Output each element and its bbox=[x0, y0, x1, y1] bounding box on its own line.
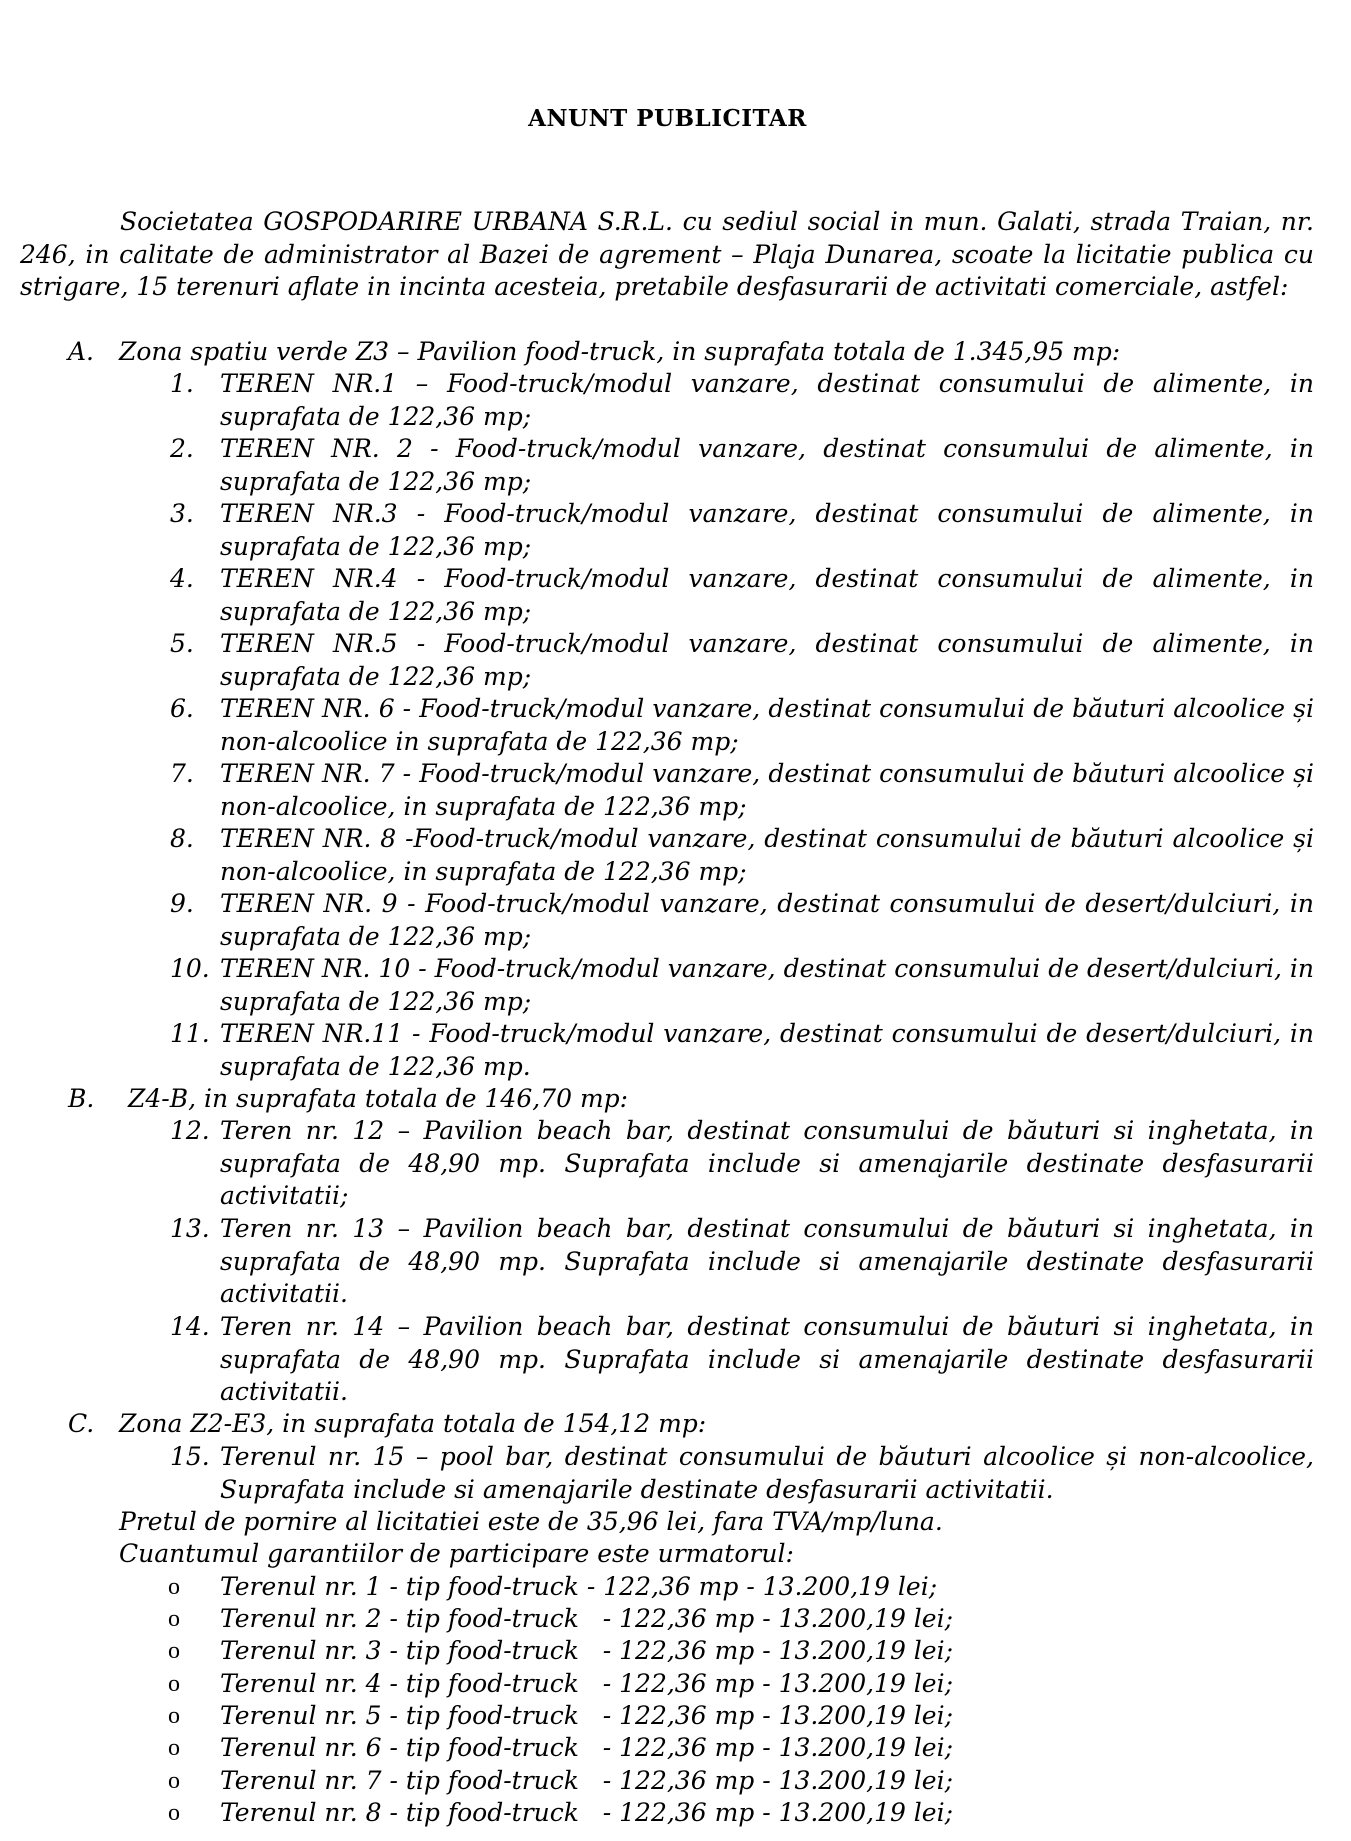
guarantee-text: Terenul nr. 6 - tip food-truck - 122,36 mp - 13.200,19 lei; bbox=[220, 1733, 954, 1762]
item-number: 7. bbox=[170, 759, 194, 788]
list-item bbox=[170, 823, 1314, 888]
section-heading: Zona Z2-E3, in suprafata totala de 154,12 mp: bbox=[119, 1409, 707, 1438]
item-text: TEREN NR. 6 - Food-truck/modul vanzare, destinat consumului de băuturi alcoolice și non-alcoolice in suprafata de 122,36 mp; bbox=[220, 694, 1314, 756]
list-item bbox=[170, 1311, 1314, 1409]
item-text: Terenul nr. 15 – pool bar, destinat consumului de băuturi alcoolice și non-alcoolice, Suprafata include si amenajarile destinate desfasurarii activitatii. bbox=[220, 1442, 1314, 1504]
list-item bbox=[170, 1213, 1314, 1311]
guarantee-text: Terenul nr. 2 - tip food-truck - 122,36 mp - 13.200,19 lei; bbox=[220, 1604, 954, 1633]
start-price-text: Pretul de pornire al licitatiei este de 35,96 lei, fara TVA/mp/luna. bbox=[119, 1507, 943, 1536]
bullet-icon: o bbox=[168, 1768, 180, 1794]
guarantee-text: Terenul nr. 1 - tip food-truck - 122,36 mp - 13.200,19 lei; bbox=[220, 1572, 938, 1601]
section-marker: B. bbox=[68, 1084, 95, 1113]
list-item bbox=[170, 953, 1314, 1018]
bullet-icon: o bbox=[168, 1638, 180, 1664]
item-number: 10. bbox=[170, 954, 210, 983]
guarantees-heading: Cuantumul garantiilor de participare este urmatorul: bbox=[119, 1539, 794, 1568]
section-heading: Z4-B, in suprafata totala de 146,70 mp: bbox=[128, 1084, 629, 1113]
list-item bbox=[170, 758, 1314, 823]
bullet-icon: o bbox=[168, 1574, 180, 1600]
bullet-icon: o bbox=[168, 1800, 180, 1826]
item-text: TEREN NR. 8 -Food-truck/modul vanzare, destinat consumului de băuturi alcoolice și non-alcoolice, in suprafata de 122,36 mp; bbox=[220, 824, 1314, 886]
item-number: 2. bbox=[170, 434, 194, 463]
item-text: TEREN NR. 9 - Food-truck/modul vanzare, destinat consumului de desert/dulciuri, in suprafata de 122,36 mp; bbox=[220, 889, 1314, 951]
item-text: TEREN NR.1 – Food-truck/modul vanzare, destinat consumului de alimente, in suprafata de 122,36 mp; bbox=[220, 369, 1314, 431]
item-number: 11. bbox=[170, 1019, 210, 1048]
list-item bbox=[170, 368, 1314, 433]
section-marker: A. bbox=[68, 337, 95, 366]
list-item bbox=[170, 628, 1314, 693]
list-item bbox=[170, 1441, 1314, 1506]
item-number: 13. bbox=[170, 1214, 210, 1243]
item-number: 15. bbox=[170, 1442, 210, 1471]
list-item bbox=[170, 1115, 1314, 1213]
bullet-icon: o bbox=[168, 1703, 180, 1729]
document-title: ANUNT PUBLICITAR bbox=[528, 105, 807, 132]
item-text: TEREN NR. 10 - Food-truck/modul vanzare, destinat consumului de desert/dulciuri, in suprafata de 122,36 mp; bbox=[220, 954, 1314, 1016]
item-text: TEREN NR. 2 - Food-truck/modul vanzare, destinat consumului de alimente, in suprafata de 122,36 mp; bbox=[220, 434, 1314, 496]
item-number: 6. bbox=[170, 694, 194, 723]
list-item bbox=[170, 433, 1314, 498]
item-number: 8. bbox=[170, 824, 194, 853]
intro-paragraph: Societatea GOSPODARIRE URBANA S.R.L. cu sediul social in mun. Galati, strada Traian, nr. 246, in calitate de administrator al Bazei de agrement – Plaja Dunarea, scoate la licitatie publica cu strigare, 15 terenuri aflate in incinta acesteia, pretabile desfasurarii de activitati comerciale, astfel: bbox=[20, 207, 1314, 301]
list-item bbox=[170, 888, 1314, 953]
item-number: 3. bbox=[170, 499, 194, 528]
item-text: Teren nr. 12 – Pavilion beach bar, destinat consumului de băuturi si inghetata, in suprafata de 48,90 mp. Suprafata include si amenajarile destinate desfasurarii activitatii; bbox=[220, 1116, 1314, 1210]
item-text: TEREN NR.3 - Food-truck/modul vanzare, destinat consumului de alimente, in suprafata de 122,36 mp; bbox=[220, 499, 1314, 561]
bullet-icon: o bbox=[168, 1671, 180, 1697]
item-number: 1. bbox=[170, 369, 194, 398]
guarantee-text: Terenul nr. 8 - tip food-truck - 122,36 mp - 13.200,19 lei; bbox=[220, 1798, 954, 1827]
list-item bbox=[170, 1018, 1314, 1083]
list-item bbox=[170, 693, 1314, 758]
bullet-icon: o bbox=[168, 1606, 180, 1632]
item-number: 4. bbox=[170, 564, 194, 593]
section-marker: C. bbox=[68, 1409, 95, 1438]
item-text: TEREN NR.11 - Food-truck/modul vanzare, destinat consumului de desert/dulciuri, in suprafata de 122,36 mp. bbox=[220, 1019, 1314, 1081]
item-text: TEREN NR. 7 - Food-truck/modul vanzare, destinat consumului de băuturi alcoolice și non-alcoolice, in suprafata de 122,36 mp; bbox=[220, 759, 1314, 821]
guarantee-text: Terenul nr. 7 - tip food-truck - 122,36 mp - 13.200,19 lei; bbox=[220, 1766, 954, 1795]
item-text: TEREN NR.4 - Food-truck/modul vanzare, destinat consumului de alimente, in suprafata de 122,36 mp; bbox=[220, 564, 1314, 626]
item-number: 9. bbox=[170, 889, 194, 918]
guarantee-text: Terenul nr. 4 - tip food-truck - 122,36 mp - 13.200,19 lei; bbox=[220, 1669, 954, 1698]
item-text: Teren nr. 13 – Pavilion beach bar, destinat consumului de băuturi si inghetata, in suprafata de 48,90 mp. Suprafata include si amenajarile destinate desfasurarii activitatii. bbox=[220, 1214, 1314, 1308]
guarantee-text: Terenul nr. 3 - tip food-truck - 122,36 mp - 13.200,19 lei; bbox=[220, 1636, 954, 1665]
item-number: 12. bbox=[170, 1116, 210, 1145]
section-heading: Zona spatiu verde Z3 – Pavilion food-truck, in suprafata totala de 1.345,95 mp: bbox=[119, 337, 1121, 366]
item-text: Teren nr. 14 – Pavilion beach bar, destinat consumului de băuturi si inghetata, in suprafata de 48,90 mp. Suprafata include si amenajarile destinate desfasurarii activitatii. bbox=[220, 1312, 1314, 1406]
list-item bbox=[170, 563, 1314, 628]
item-text: TEREN NR.5 - Food-truck/modul vanzare, destinat consumului de alimente, in suprafata de 122,36 mp; bbox=[220, 629, 1314, 691]
list-item bbox=[170, 498, 1314, 563]
item-number: 5. bbox=[170, 629, 194, 658]
guarantee-text: Terenul nr. 5 - tip food-truck - 122,36 mp - 13.200,19 lei; bbox=[220, 1701, 954, 1730]
item-number: 14. bbox=[170, 1312, 210, 1341]
bullet-icon: o bbox=[168, 1735, 180, 1761]
